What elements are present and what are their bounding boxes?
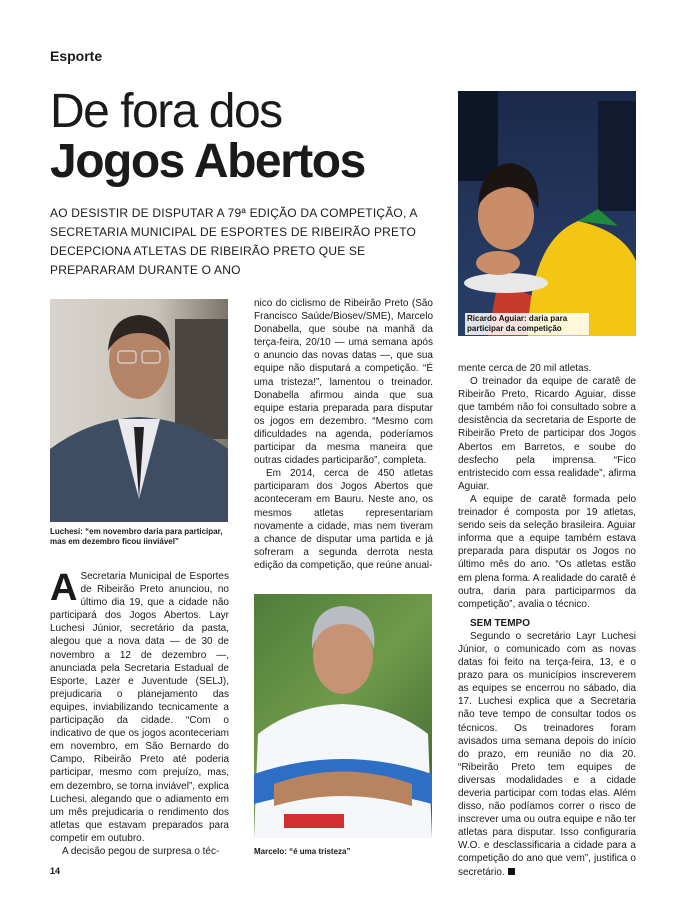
caption-ricardo: Ricardo Aguiar: daria para participar da competição: [465, 313, 589, 335]
subhead-sem-tempo: SEM TEMPO: [470, 617, 531, 629]
drop-cap: A: [50, 567, 78, 609]
column3-paragraph3: A equipe de caratê formada pelo treinador é composta por 19 atletas, sendo seis da seleção brasileira. Aguiar informa que a equipe também estava preparada para disputar os Jogos no último mês do ano. “Os atletas estão em plena forma. A realidade do caratê é outra, daria para participarmos da competição”, avalia o técnico.: [458, 493, 636, 610]
column3-paragraph4: Segundo o secretário Layr Luchesi Júnior, o comunicado com as novas datas foi feito na terça-feira, 13, e o prazo para os municípios inscreverem as equipes se encerrou no sábado, dia 17. Luchesi explica que a Secretaria não teve tempo de consultar todos os técnicos. Os treinadores foram avisados uma semana depois do início do prazo, em reunião no dia 20. “Ribeirão Preto tem equipes de diversas modalidades e a cidade deveria participar com todas elas. Além disso, não podíamos correr o risco de inscrever uma ou outra equipe e não ter atletas para disputar. Isso configuraria W.O. e desclassificaria a cidade para a competição do ano que vem”, justifica o secretário.: [458, 630, 636, 878]
column2-paragraph1: nico do ciclismo de Ribeirão Preto (São Francisco Saúde/Biosev/SME), Marcelo Donabella, que soube na manhã da terça-feira, 20/10 — uma semana após o anuncio das novas datas —, que sua equipe não disputará a competição. “É uma tristeza!”, lamentou o treinador. Donabella afirmou ainda que sua equipe estaria preparada para disputar os jogos em dezembro. “Mesmo com dificuldades na agenda, poderíamos participar da mesma maneira que outras cidades participarão”, completa.: [254, 298, 433, 467]
photo-marcelo: [254, 594, 432, 838]
column1-paragraph1: Secretaria Municipal de Esportes de Ribeirão Preto anunciou, no último dia 19, que a cidade não participará dos Jogos Abertos. Layr Luchesi Júnior, secretário da pasta, alegou que a nova data — de 30 de novembro a 12 de dezembro —, anunciada pela Secretaria Estadual de Esporte, Lazer e Juventude (SELJ), prejudicaria o planejamento das equipes, inviabilizando tecnicamente a participação da cidade. “Com o indicativo de que os jogos aconteceriam em novembro, em São Bernardo do Campo, Ribeirão Preto até poderia participar, mesmo com prejuízo, mas, em dezembro, se torna inviável”, explica Luchesi, alegando que o adiamento em um mês prejudicaria o rendimento dos atletas que estavam preparados para competir em outubro.: [50, 571, 229, 844]
headline-line1: De fora dos: [50, 85, 282, 138]
article-column-3: [458, 362, 636, 879]
column3-paragraph1: mente cerca de 20 mil atletas.: [458, 363, 592, 374]
end-mark-icon: [508, 868, 515, 875]
column1-paragraph2: A decisão pegou de surpresa o téc-: [62, 845, 220, 857]
page-number: 14: [50, 866, 61, 876]
column2-paragraph2: Em 2014, cerca de 450 atletas participaram dos Jogos Abertos que aconteceram em Bauru. Neste ano, os mesmos atletas representariam novamente a cidade, mas nem tiveram a chance de disputar uma partida e já sofreram a segunda derrota nesta edição da competição, que reúne anual-: [254, 468, 433, 571]
headline-line2: Jogos Abertos: [50, 135, 365, 188]
lead-paragraph: AO DESISTIR DE DISPUTAR A 79ª EDIÇÃO DA COMPETIÇÃO, A SECRETARIA MUNICIPAL DE ESPORTES DE RIBEIRÃO PRETO DECEPCIONA ATLETAS DE RIBEIRÃO PRETO QUE SE PREPARARAM DURANTE O ANO: [50, 206, 417, 277]
person-illustration: [254, 594, 432, 838]
caption-marcelo: Marcelo: “é uma tristeza”: [254, 847, 351, 856]
caption-luchesi: Luchesi: “em novembro daria para participar, mas em dezembro ficou iinviável”: [50, 527, 223, 546]
article-column-2: [254, 297, 433, 572]
section-label: Esporte: [50, 48, 103, 64]
photo-ricardo: [458, 91, 636, 336]
person-illustration: [50, 299, 228, 522]
article-column-1: [50, 567, 229, 858]
column3-paragraph2: O treinador da equipe de caratê de Ribeirão Preto, Ricardo Aguiar, disse que também não foi consultado sobre a desistência da secretaria de Esporte de Ribeirão Preto de participar dos Jogos Abertos em Barretos, e soube do desfecho pela imprensa. “Fico entristecido com essa realidade”, afirma Aguiar.: [458, 376, 636, 492]
person-illustration: [458, 91, 636, 336]
photo-luchesi: [50, 299, 228, 522]
